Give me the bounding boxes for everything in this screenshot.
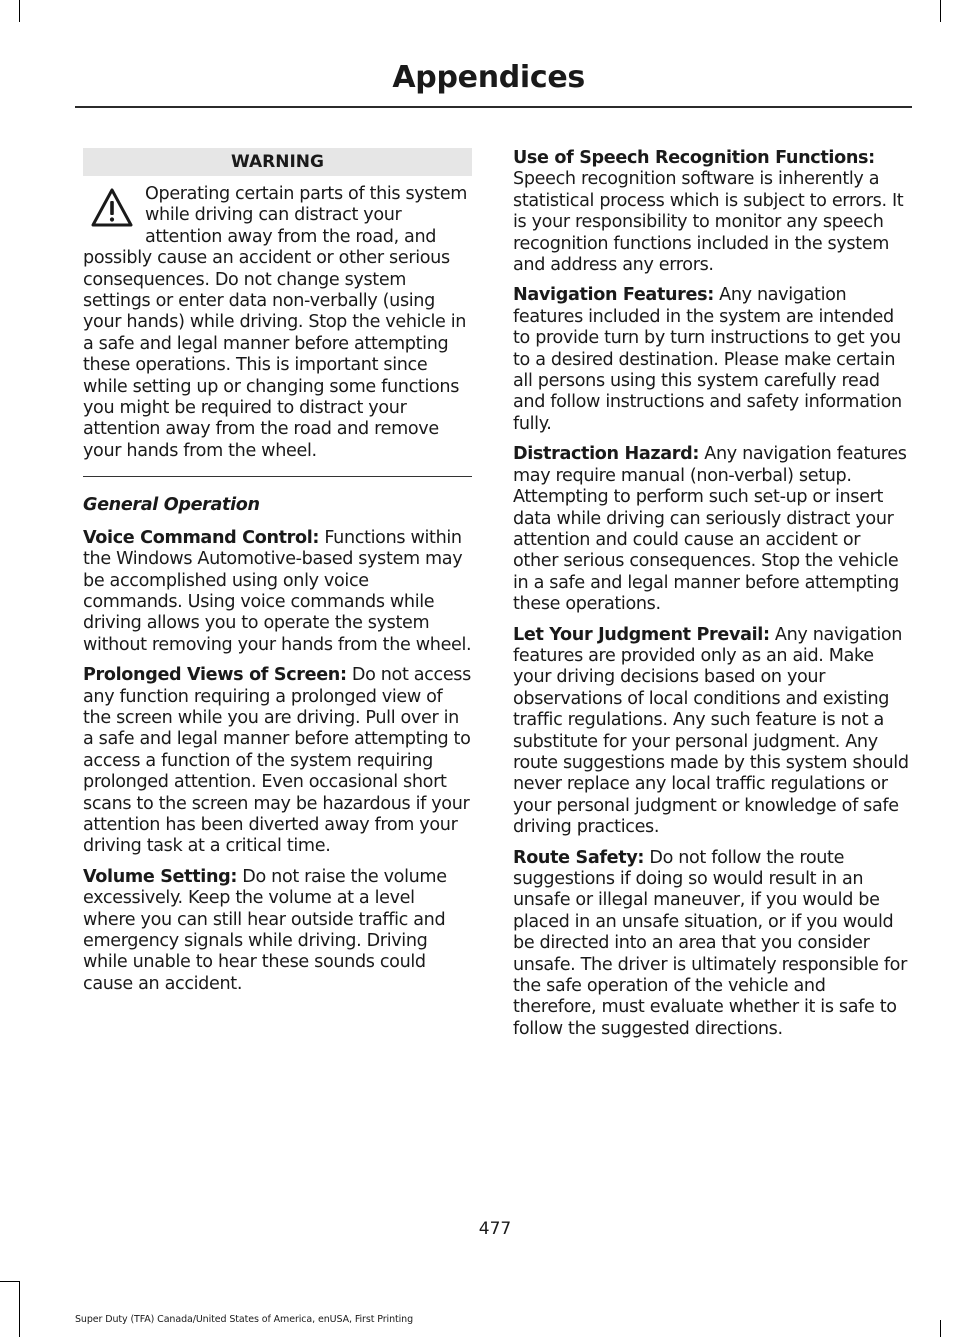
page-number: 477 (478, 1219, 512, 1239)
paragraph-lead: Volume Setting: (83, 866, 238, 887)
paragraph-text: Do not raise the volume excessively. Keep the volume at a level where you can still hear outside traffic and emergency signals while driving. Driving while unable to hear these sounds could cause an accident. (83, 866, 447, 994)
paragraph-text: Any navigation features are provided only as an aid. Make your driving decisions based on your observations of local conditions and existing traffic regulations. Any such feature is not a substitute for your personal judgment. Any route suggestions made by this system should never replace any local traffic regulations or your personal judgment or knowledge of safe driving practices. (513, 624, 909, 838)
section-title: General Operation (83, 495, 260, 516)
paragraph-distraction-hazard (513, 444, 910, 615)
warning-label: WARNING (83, 148, 472, 176)
paragraph-lead: Navigation Features: (513, 285, 714, 306)
paragraph-text: Do not follow the route suggestions if doing so would result in an unsafe or illegal maneuver, if you would be placed in an unsafe situation, or if you would be directed into an area that you consider unsafe. The driver is ultimately responsible for the safe operation of the vehicle and therefore, must evaluate whether it is safe to follow the suggested directions. (513, 847, 907, 1039)
paragraph-text: Any navigation features included in the system are intended to provide turn by turn instructions to get you to a desired destination. Please make certain all persons using this system carefully read and follow instructions and safety information fully. (513, 285, 902, 434)
paragraph-navigation-features (513, 285, 910, 435)
paragraph-lead: Route Safety: (513, 847, 645, 868)
paragraph-lead: Voice Command Control: (83, 527, 320, 548)
paragraph-judgment-prevail (513, 625, 910, 839)
paragraph-lead: Use of Speech Recognition Functions: (513, 148, 875, 168)
warning-box (83, 184, 472, 477)
warning-text: Operating certain parts of this system while driving can distract your attention away from the road, and possibly cause an accident or other serious consequences. Do not change system settings or enter data non-verbally (using your hands) while driving. Stop the vehicle in a safe and legal manner before attempting these operations. This is important since while setting up or changing some functions you might be required to distract your attention away from the road and remove your hands from the wheel. (83, 184, 467, 461)
paragraph-text: Any navigation features may require manual (non-verbal) setup. Attempting to perform such set-up or insert data while driving can seriously distract your attention and could cause an accident or other serious consequences. Stop the vehicle in a safe and legal manner before attempting these operations. (513, 444, 907, 615)
crop-mark-top-left (19, 0, 20, 22)
paragraph-lead: Let Your Judgment Prevail: (513, 624, 770, 645)
right-column (513, 148, 910, 1049)
footer-text: Super Duty (TFA) Canada/United States of America, enUSA, First Printing (75, 1314, 414, 1325)
header-rule (75, 106, 912, 108)
paragraph-route-safety (513, 848, 910, 1041)
crop-mark-bottom-right (940, 1320, 941, 1337)
paragraph-volume-setting (83, 867, 472, 995)
crop-mark-top-right (940, 0, 941, 22)
paragraph-voice-command (83, 528, 472, 656)
paragraph-text: Speech recognition software is inherently a statistical process which is subject to errors. It is your responsibility to monitor any speech recognition functions included in the system and address any errors. (513, 169, 904, 276)
left-column (75, 148, 472, 1004)
warning-triangle-icon (91, 188, 133, 228)
paragraph-prolonged-views (83, 665, 472, 858)
paragraph-lead: Distraction Hazard: (513, 444, 700, 465)
paragraph-lead: Prolonged Views of Screen: (83, 665, 347, 686)
paragraph-text: Functions within the Windows Automotive-based system may be accomplished using only voice commands. Using voice commands while driving allows you to operate the system without removing your hands from the wheel. (83, 527, 472, 655)
paragraph-speech-recognition (513, 148, 910, 276)
crop-mark-bottom-left-v (19, 1281, 20, 1337)
crop-mark-bottom-left (0, 1281, 19, 1282)
paragraph-text: Do not access any function requiring a prolonged view of the screen while you are driving. Pull over in a safe and legal manner before attempting to access a function of the system requiring prolonged attention. Even occasional short scans to the screen may be hazardous if your attention has been diverted away from your driving task at a critical time. (83, 665, 471, 857)
page-title: Appendices (392, 60, 585, 95)
